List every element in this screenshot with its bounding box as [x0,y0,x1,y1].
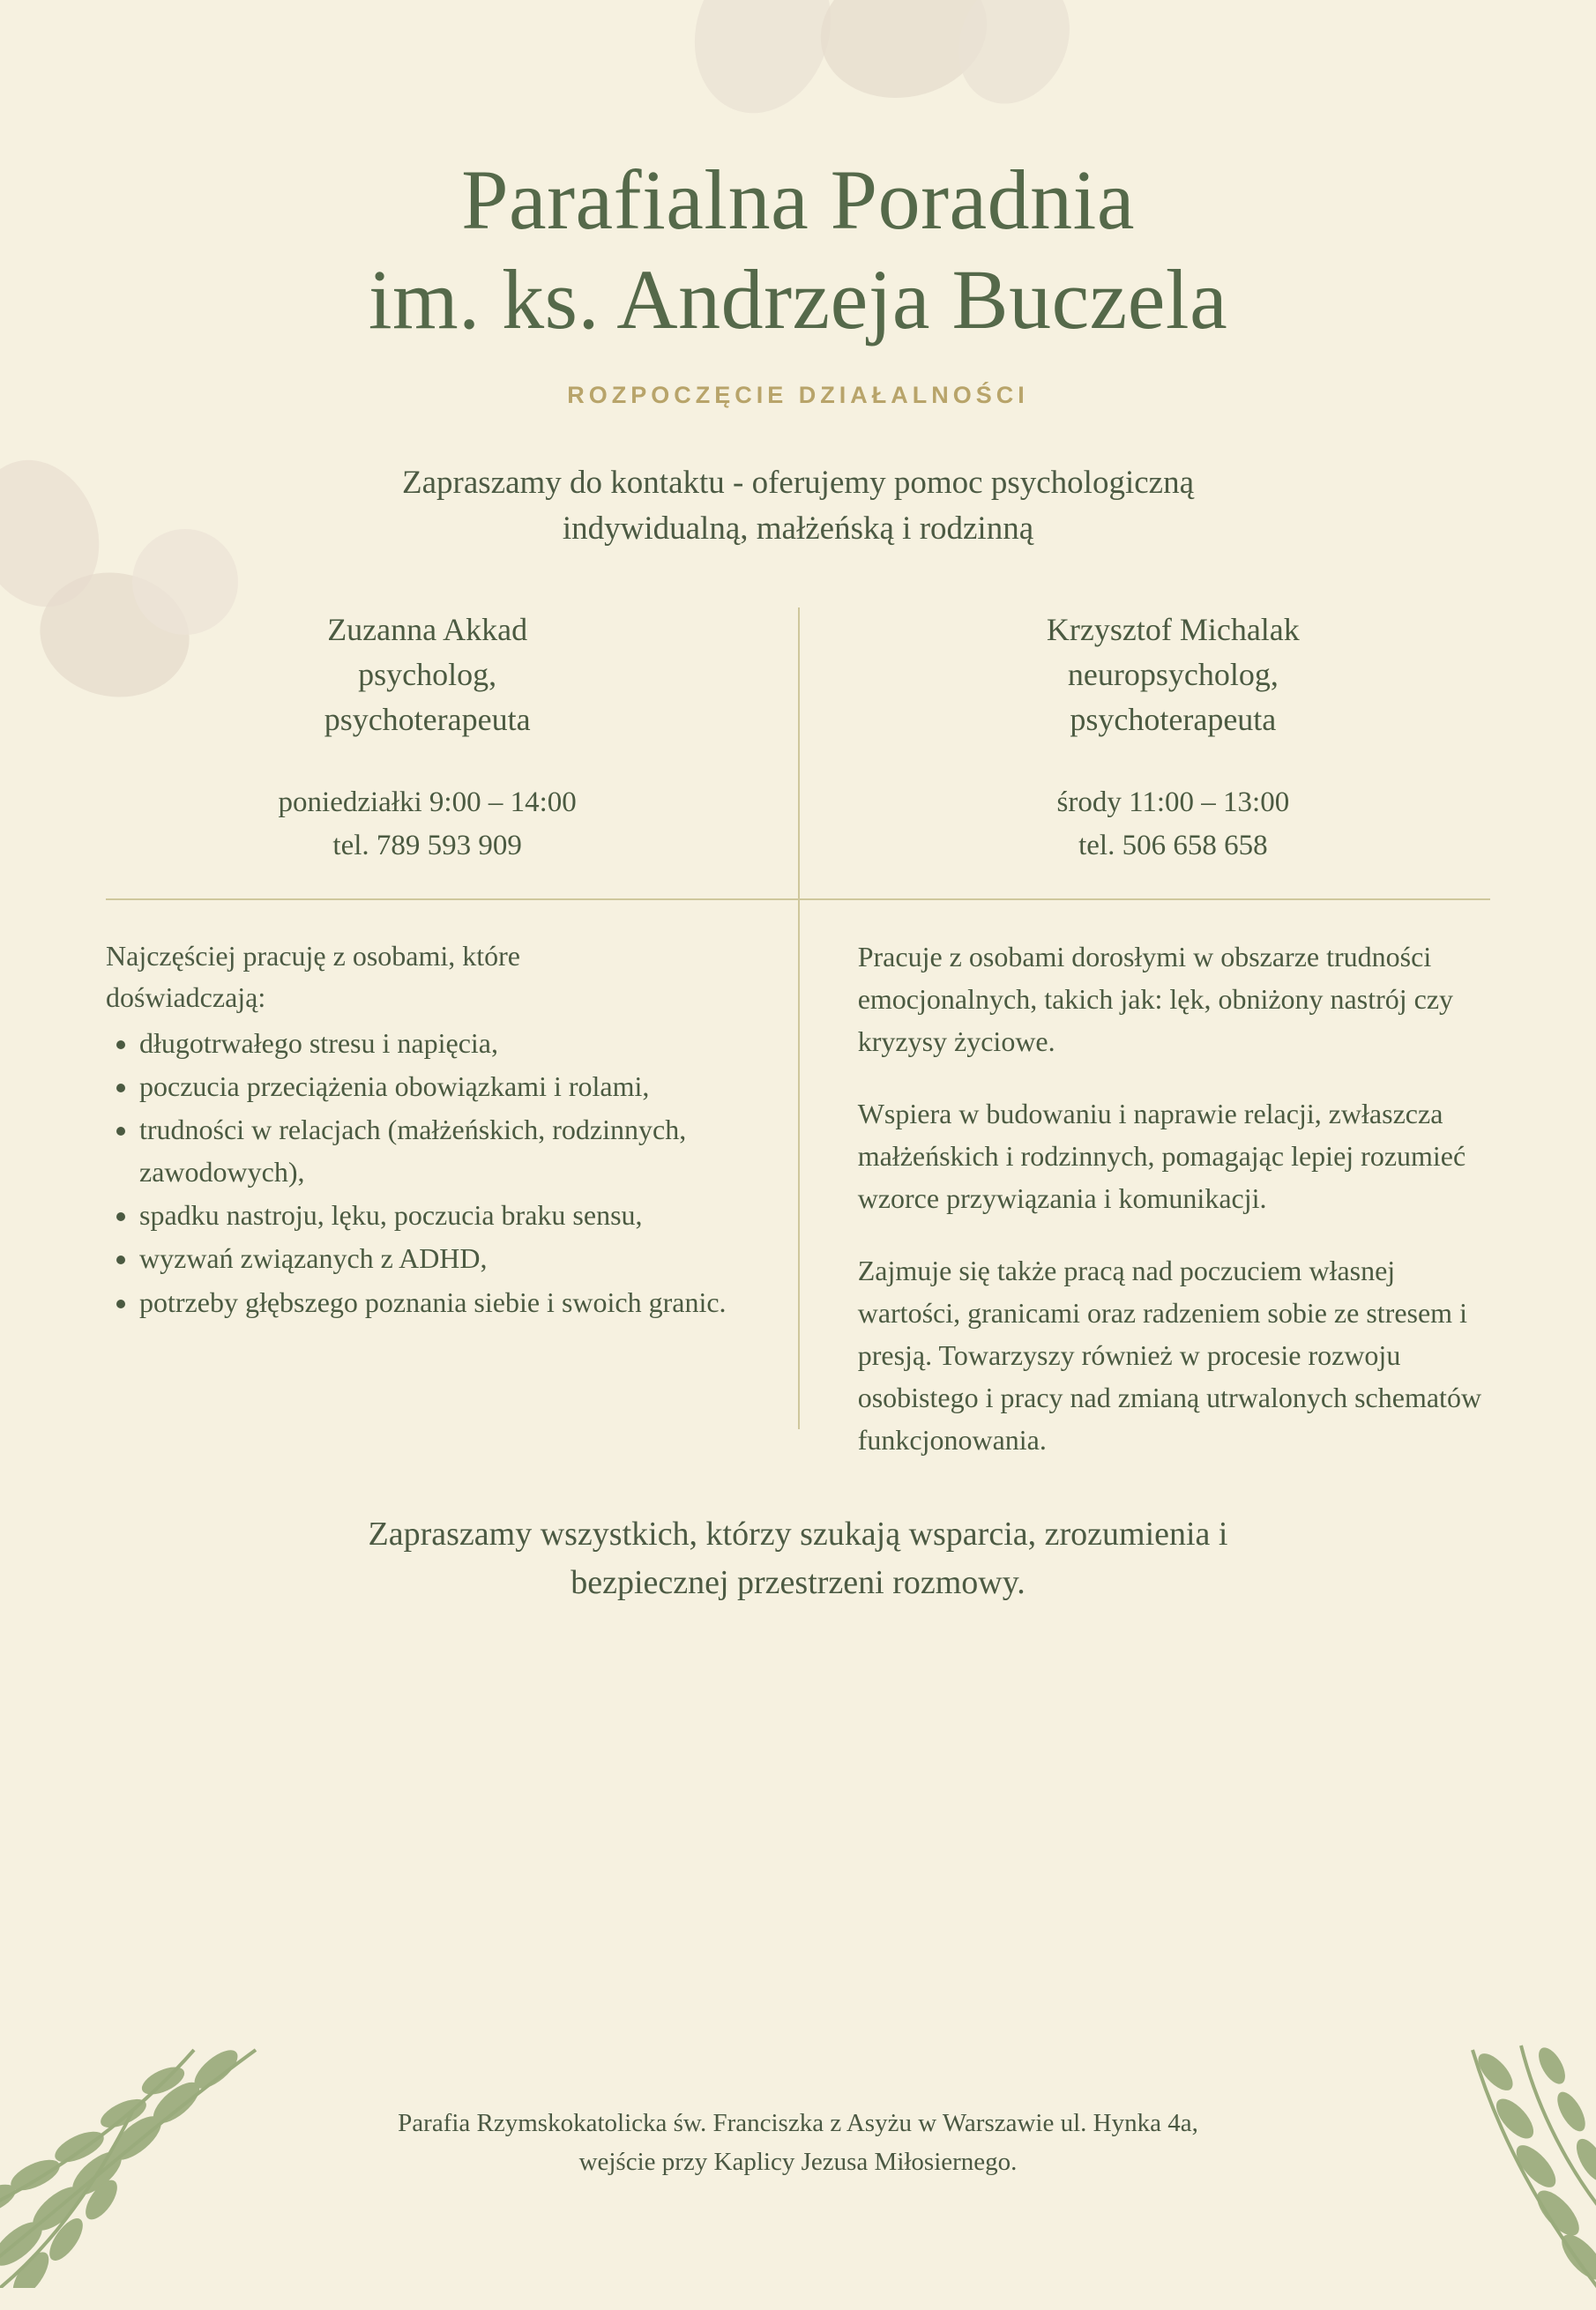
specialist-1-phone[interactable]: tel. 789 593 909 [332,830,522,862]
vertical-divider-top [798,607,800,943]
lead-paragraph [106,460,1490,553]
list-item: • trudności w relacjach (małżeńskich, rodzinnych, zawodowych), [139,1109,755,1193]
specialist-1-name: Zuzanna Akkad [327,611,528,647]
specialist-1-role-line-2: psychoterapeuta [324,701,531,737]
specialist-2-role-line-2: psychoterapeuta [1070,701,1277,737]
list-item: • poczucia przeciążenia obowiązkami i rolami, [139,1066,755,1107]
specialist-1-role-line-1: psycholog, [358,656,497,692]
list-item: • długotrwałego stresu i napięcia, [139,1023,755,1064]
footer-line-2: wejście przy Kaplicy Jezusa Miłosiernego. [578,2147,1018,2176]
page-title [106,0,1490,350]
specialists-header-row [106,607,1490,868]
specialist-1-intro-line-1: Najczęściej pracuję z osobami, które [106,939,520,972]
specialist-2-contact [856,781,1490,868]
list-item: • spadku nastroju, lęku, poczucia braku sensu, [139,1195,755,1236]
footer-address [0,2105,1596,2181]
specialist-2-paragraph: Wspiera w budowaniu i naprawie relacji, zwłaszcza małżeńskich i rodzinnych, pomagając lepiej rozumieć wzorce przywiązania i komunikacji. [857,1097,1466,1214]
specialist-2-paragraph: Pracuje z osobami dorosłymi w obszarze trudności emocjonalnych, takich jak: lęk, obniżony nastrój czy kryzysy życiowe. [857,940,1454,1057]
specialist-1-hours: poniedziałki 9:00 – 14:00 [278,786,577,818]
title-line-1: Parafialna Poradnia [461,153,1135,247]
specialist-1-bullet-list [106,1023,755,1324]
specialist-2-identity [856,607,1490,742]
specialist-2-paragraph: Zajmuje się także pracą nad poczuciem własnej wartości, granicami oraz radzeniem sobie ze stresem i presją. Towarzyszy również w procesie rozwoju osobistego i pracy nad zmianą utrwalonych schematów funkcjonowania. [857,1254,1482,1456]
specialist-2-description [812,935,1490,1461]
specialist-1-intro [106,935,755,1019]
specialist-2-hours: środy 11:00 – 13:00 [1056,786,1290,818]
specialists-description-row [106,935,1490,1461]
lead-line-2: indywidualną, małżeńską i rodzinną [562,510,1034,548]
specialist-1-identity [106,607,749,742]
closing-line-1: Zapraszamy wszystkich, którzy szukają wsparcia, zrozumienia i [368,1515,1228,1553]
title-line-2: im. ks. Andrzeja Buczela [368,252,1228,347]
footer-line-1: Parafia Rzymskokatolicka św. Franciszka z Asyżu w Warszawie ul. Hynka 4a, [398,2109,1198,2137]
specialist-2-name: Krzysztof Michalak [1046,611,1300,647]
specialist-1-intro-line-2: doświadczają: [106,981,266,1014]
list-item: • potrzeby głębszego poznania siebie i swoich granic. [139,1282,755,1323]
specialist-card-1 [106,607,784,868]
closing-invitation [106,1510,1490,1608]
specialist-1-contact [106,781,749,868]
specialist-2-phone[interactable]: tel. 506 658 658 [1078,830,1268,862]
specialist-1-description [106,935,771,1461]
vertical-divider-bottom [798,900,800,1429]
list-item: • wyzwań związanych z ADHD, [139,1238,755,1279]
lead-line-1: Zapraszamy do kontaktu - oferujemy pomoc psychologiczną [402,464,1194,501]
closing-line-2: bezpiecznej przestrzeni rozmowy. [571,1564,1025,1602]
specialist-card-2 [812,607,1490,868]
subtitle: ROZPOCZĘCIE DZIAŁALNOŚCI [567,381,1029,408]
specialist-2-role-line-1: neuropsycholog, [1067,656,1279,692]
